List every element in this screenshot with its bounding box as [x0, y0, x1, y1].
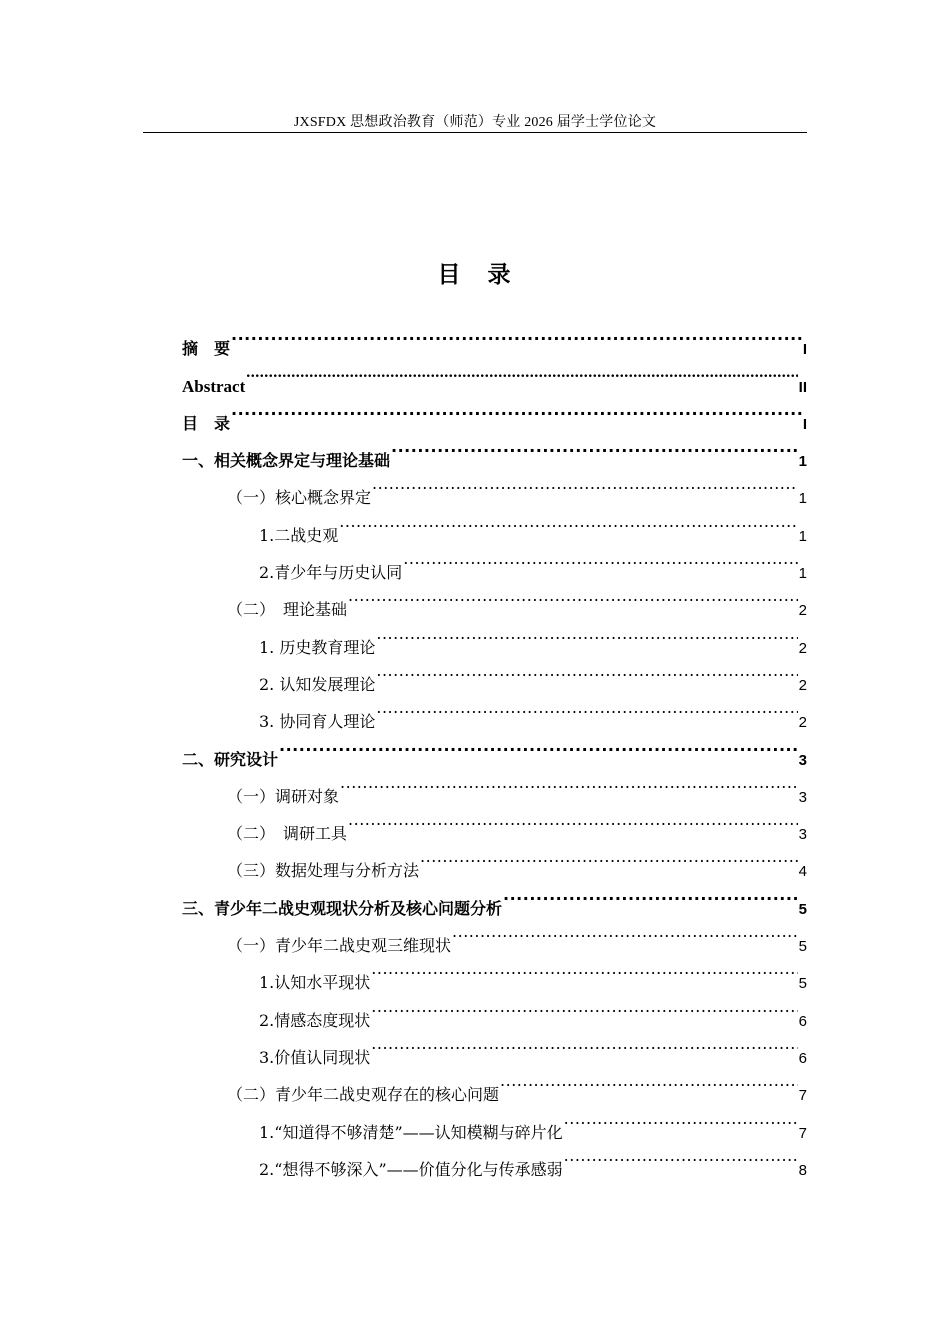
toc-entry-label: 3.价值认同现状 [259, 1047, 371, 1067]
header-divider [143, 132, 807, 133]
toc-entry-label: （二）青少年二战史观存在的核心问题 [227, 1085, 500, 1105]
toc-entry-label: （一）调研对象 [227, 786, 340, 806]
toc-leader-dots [339, 503, 797, 540]
toc-entry-page-number: 2 [798, 676, 807, 694]
toc-entry-label: 三、青少年二战史观现状分析及核心问题分析 [182, 898, 503, 918]
toc-entry-page-number: 3 [798, 826, 807, 844]
toc-entry-label: 摘 要 [182, 339, 231, 359]
toc-leader-dots [564, 1100, 798, 1137]
toc-leader-dots [403, 541, 797, 578]
toc-leader-dots [503, 876, 798, 913]
toc-entry-page-number: 6 [798, 1012, 807, 1030]
toc-leader-dots [231, 392, 802, 429]
toc-entry-label: 1.“知道得不够清楚”——认知模糊与碎片化 [259, 1122, 563, 1142]
toc-leader-dots [371, 988, 797, 1025]
toc-entry-label: 1.认知水平现状 [259, 973, 371, 993]
toc-leader-dots [340, 765, 798, 802]
toc-entry-label: 1.二战史观 [259, 525, 339, 545]
page-title: 目 录 [437, 262, 513, 288]
toc-entry-page-number: 2 [798, 639, 807, 657]
toc-entry-page-number: II [798, 378, 807, 396]
toc-leader-dots [564, 1138, 798, 1175]
toc-entry-label: （三）数据处理与分析方法 [227, 861, 420, 881]
toc-entry-page-number: 3 [798, 788, 807, 806]
toc-entry-label: （二） 理论基础 [227, 600, 348, 620]
toc-entry-page-number: 6 [798, 1049, 807, 1067]
toc-entry-page-number: 1 [798, 490, 807, 508]
toc-entry-page-number: 4 [798, 863, 807, 881]
toc-leader-dots [376, 690, 797, 727]
toc-entry-page-number: 1 [798, 527, 807, 545]
toc-leader-dots [231, 317, 802, 354]
toc-leader-dots [371, 1026, 797, 1063]
toc-entry-label: Abstract [182, 376, 246, 396]
toc-entry-page-number: 5 [798, 900, 807, 918]
toc-entry[interactable] [182, 429, 807, 471]
toc-entry-label: 二、研究设计 [182, 749, 279, 769]
toc-entry-label: 3. 协同育人理论 [259, 712, 376, 732]
toc-entry-label: 1. 历史教育理论 [259, 637, 376, 657]
toc-entry-page-number: 3 [798, 751, 807, 769]
toc-leader-dots [500, 1063, 798, 1100]
toc-entry-page-number: 7 [798, 1087, 807, 1105]
toc-entry-label: （一）核心概念界定 [227, 488, 372, 508]
toc-entry-page-number: 1 [798, 453, 807, 471]
toc-entry-label: 2.情感态度现状 [259, 1010, 371, 1030]
toc-leader-dots [372, 466, 798, 503]
toc-leader-dots [279, 727, 798, 764]
toc-leader-dots [391, 429, 798, 466]
toc-entry-label: 一、相关概念界定与理论基础 [182, 451, 391, 471]
toc-leader-dots [376, 615, 797, 652]
toc-entry-label: （一）青少年二战史观三维现状 [227, 936, 452, 956]
toc-entry-page-number: 2 [798, 602, 807, 620]
toc-entry-page-number: 7 [798, 1124, 807, 1142]
toc-leader-dots [348, 802, 798, 839]
toc-leader-dots [371, 951, 797, 988]
toc-entry-page-number: I [802, 341, 807, 359]
toc-entry-label: 2.青少年与历史认同 [259, 563, 403, 583]
toc-entry-page-number: I [802, 415, 807, 433]
toc-entry-label: 目 录 [182, 413, 231, 433]
toc-leader-dots [246, 354, 797, 391]
toc-leader-dots [452, 914, 798, 951]
toc-entry-page-number: 5 [798, 938, 807, 956]
toc-leader-dots [420, 839, 798, 876]
toc-entry-page-number: 1 [798, 565, 807, 583]
toc-entry-page-number: 2 [798, 714, 807, 732]
toc-entry-label: 2. 认知发展理论 [259, 674, 376, 694]
toc-entry[interactable] [182, 354, 807, 396]
toc-leader-dots [376, 653, 797, 690]
toc-leader-dots [348, 578, 798, 615]
toc-entry[interactable] [182, 392, 807, 433]
toc-entry-label: （二） 调研工具 [227, 824, 348, 844]
toc-entry-page-number: 8 [798, 1161, 807, 1179]
toc-entry[interactable] [182, 317, 807, 359]
running-header: JXSFDX 思想政治教育（师范）专业 2026 届学士学位论文 [293, 115, 657, 130]
toc-entry-page-number: 5 [798, 975, 807, 993]
table-of-contents [182, 317, 807, 1179]
toc-entry-label: 2.“想得不够深入”——价值分化与传承感弱 [259, 1159, 563, 1179]
